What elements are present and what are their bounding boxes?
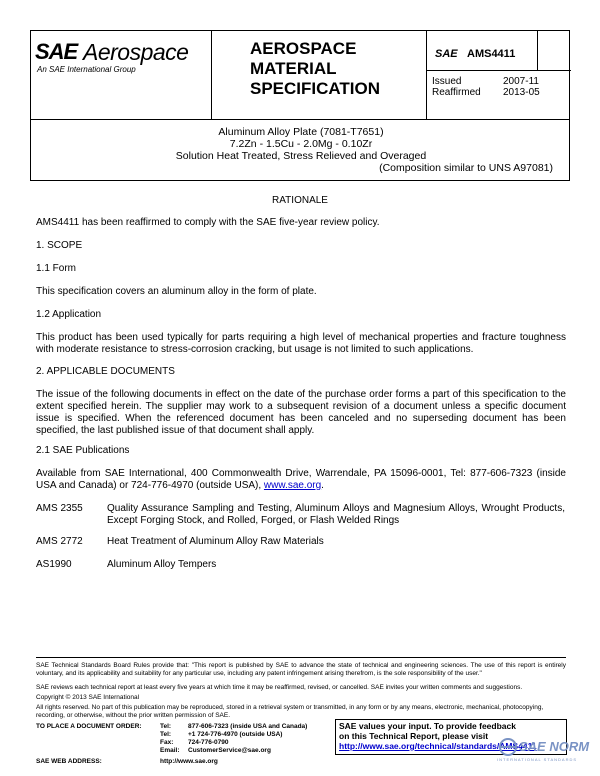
doc-number: AMS4411 <box>467 48 516 60</box>
footer-review-text: SAE reviews each technical report at least every five years at which time it may be reaffirmed, revised, or cancelled. SAE invites your written comments and suggestions. <box>36 684 523 691</box>
section-1-2-text: This product has been used typically for parts requiring a high level of mechanical properties and fracture toughness with moderate resistance to stress-corrosion cracking, but usage is not limited to such applications. <box>36 332 566 355</box>
feedback-line-1: SAE values your input. To provide feedback <box>339 721 516 731</box>
title-line-4: (Composition similar to UNS A97081) <box>379 162 553 174</box>
order-label: TO PLACE A DOCUMENT ORDER: <box>36 723 142 730</box>
contact-value: 877-606-7323 (inside USA and Canada) <box>188 723 308 730</box>
title-line-1: Aluminum Alloy Plate (7081-T7651) <box>218 126 384 138</box>
title-block <box>30 119 570 181</box>
section-1-heading: 1. SCOPE <box>36 240 83 251</box>
spec-type-cell <box>211 31 426 119</box>
section-1-1-heading: 1.1 Form <box>36 263 77 274</box>
contact-value: 724-776-0790 <box>188 739 229 746</box>
rationale-text: AMS4411 has been reaffirmed to comply with the SAE five-year review policy. <box>36 217 380 228</box>
ref-code: AS1990 <box>36 559 72 570</box>
logo-aerospace-text: Aerospace <box>83 39 189 65</box>
sae-website-link[interactable]: www.sae.org <box>263 480 322 491</box>
ref-description: Quality Assurance Sampling and Testing, Aluminum Alloys and Magnesium Alloys, Wrought Products, Except Forging Stock, and Rolled, Forged, or Flash Welded Rings <box>107 503 565 526</box>
rationale-heading: RATIONALE <box>272 195 328 206</box>
watermark-text: SAE NORM <box>519 739 590 754</box>
spec-type-line: AEROSPACE <box>250 39 357 58</box>
section-2-1-tail: . <box>321 480 324 491</box>
doc-info-cell <box>426 31 570 119</box>
contact-key: Tel: <box>160 731 172 738</box>
web-address-label: SAE WEB ADDRESS: <box>36 758 102 765</box>
spec-type-line: MATERIAL <box>250 59 337 78</box>
reaffirmed-date: 2013-05 <box>503 87 540 98</box>
contact-key: Email: <box>160 747 180 754</box>
issued-label: Issued <box>432 76 462 87</box>
logo-cell <box>31 31 211 119</box>
footer-rules-text: SAE Technical Standards Board Rules provide that: "This report is published by SAE to advance the state of technical and engineering sciences. The use of this report is entirely voluntary, and its applicability and suitability for any particular use, including any patent infringement arising therefrom, is the sole responsibility of the user." <box>36 662 566 677</box>
cell-divider <box>537 31 538 71</box>
web-address-value: http://www.sae.org <box>160 758 218 765</box>
watermark-icon <box>497 737 519 757</box>
spec-type-title <box>250 39 380 99</box>
customer-service-email: CustomerService@sae.org <box>188 747 271 754</box>
header-block <box>30 30 570 120</box>
section-2-1-heading: 2.1 SAE Publications <box>36 445 130 456</box>
title-line-3: Solution Heat Treated, Stress Relieved and Overaged <box>175 150 427 162</box>
section-1-1-text: This specification covers an aluminum alloy in the form of plate. <box>36 286 317 297</box>
ref-description: Heat Treatment of Aluminum Alloy Raw Materials <box>107 536 324 547</box>
contact-key: Tel: <box>160 723 172 730</box>
section-2-1-text <box>36 468 566 492</box>
logo-sae-text: SAE <box>35 39 78 64</box>
section-1-2-heading: 1.2 Application <box>36 309 102 320</box>
footer-copyright: Copyright © 2013 SAE International <box>36 694 140 701</box>
spec-type-line: SPECIFICATION <box>250 79 381 98</box>
footer-rights-text: All rights reserved. No part of this publication may be reproduced, stored in a retrieval system or transmitted, in any form or by any means, electronic, mechanical, photocopying, recording, or otherwise, without the prior written permission of SAE. <box>36 704 544 719</box>
watermark-subtext: INTERNATIONAL STANDARDS <box>497 757 578 762</box>
ref-code: AMS 2772 <box>36 536 83 547</box>
ref-description: Aluminum Alloy Tempers <box>107 559 217 570</box>
doc-number-row <box>427 31 571 71</box>
issued-date: 2007-11 <box>503 76 539 87</box>
feedback-link[interactable]: http://www.sae.org/technical/standards/AMS4411 <box>339 741 537 751</box>
title-line-2: 7.2Zn - 1.5Cu - 2.0Mg - 0.10Zr <box>229 138 373 150</box>
section-2-1-body: Available from SAE International, 400 Commonwealth Drive, Warrendale, PA 15096-0001, Tel: 877-606-7323 (inside USA and Canada) or 724-776-4970 (outside USA), <box>36 468 566 491</box>
section-2-text: The issue of the following documents in effect on the date of the purchase order forms a part of this specification to the extent specified herein. The supplier may work to a subsequent revision of a document unless a specific document issue is specified. When the referenced document has been canceled and no superseding document has been specified, the last published issue of that document shall apply. <box>36 389 566 436</box>
reaffirmed-label: Reaffirmed <box>432 87 481 98</box>
logo-subtitle: An SAE International Group <box>37 65 136 74</box>
feedback-line-2: on this Technical Report, please visit <box>339 731 489 741</box>
section-2-heading: 2. APPLICABLE DOCUMENTS <box>36 366 175 377</box>
sae-aerospace-logo <box>35 39 211 79</box>
contact-value: +1 724-776-4970 (outside USA) <box>188 731 283 738</box>
sae-norm-watermark <box>495 737 595 767</box>
contact-key: Fax: <box>160 739 174 746</box>
footer-divider <box>36 657 566 658</box>
sae-mini-logo: SAE <box>435 48 458 60</box>
ref-code: AMS 2355 <box>36 503 83 514</box>
